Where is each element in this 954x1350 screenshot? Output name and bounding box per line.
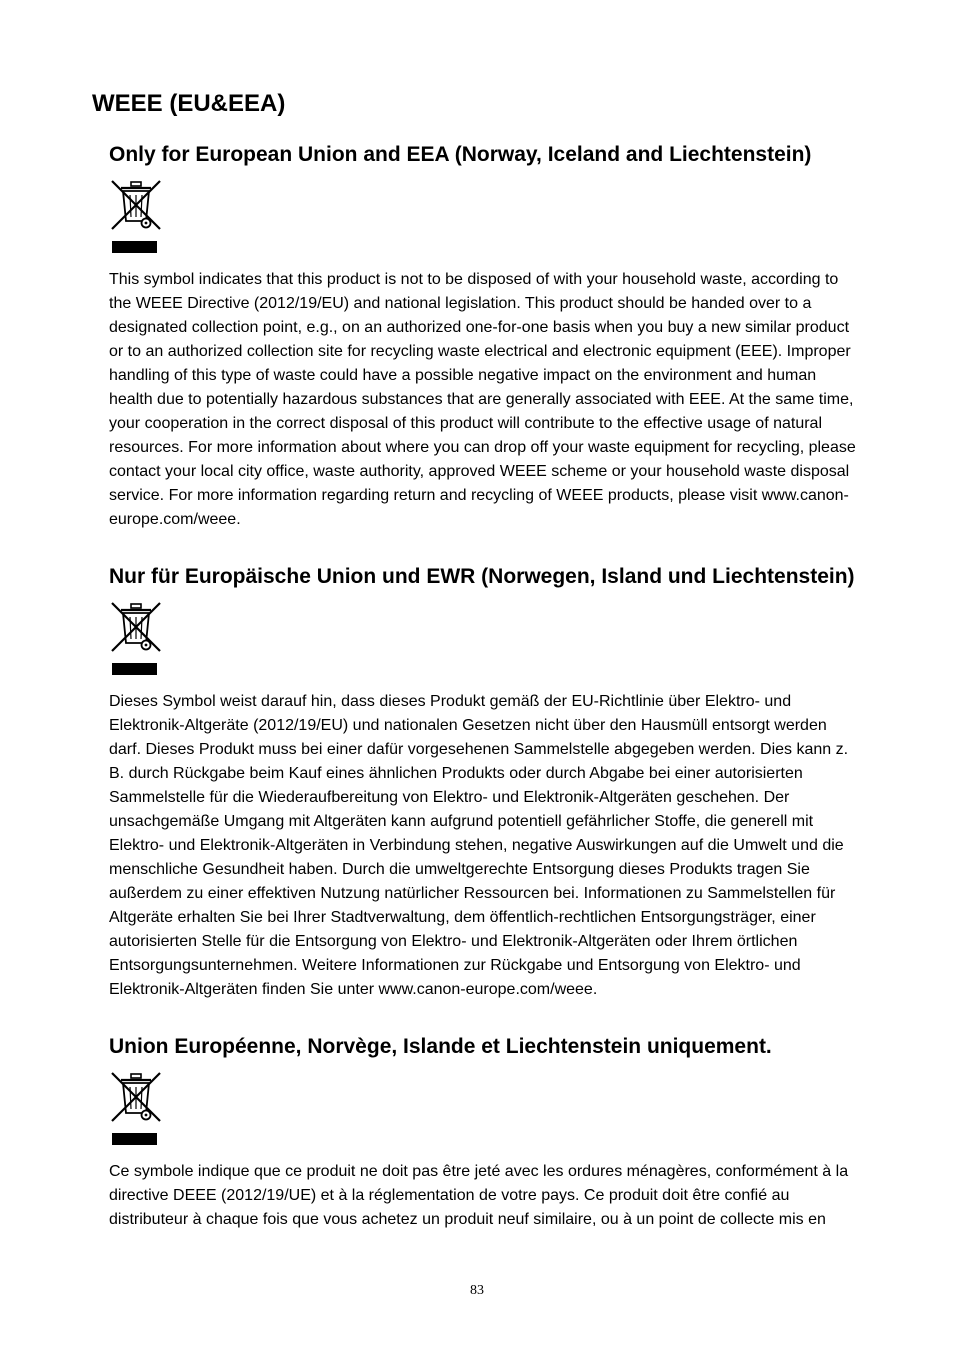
section-english [109, 142, 889, 532]
paragraph-line: B. durch Rückgabe beim Kauf eines ähnlichen Produkts oder durch Abgabe bei einer autorisierten [109, 765, 803, 782]
section-french [109, 1034, 889, 1232]
crossed-out-wheelie-bin-icon [109, 178, 163, 232]
section-paragraph [109, 268, 889, 532]
paragraph-line: Elektronik-Altgeräten finden Sie unter www.canon-europe.com/weee. [109, 981, 598, 998]
paragraph-line: Entsorgungsunternehmen. Weitere Informationen zur Rückgabe und Entsorgung von Elektro- und [109, 957, 801, 974]
paragraph-line: darf. Dieses Produkt muss bei einer dafür vorgesehenen Sammelstelle abgegeben werden. Dies kann z. [109, 741, 849, 758]
paragraph-line: resources. For more information about where you can drop off your waste equipment for recycling, please [109, 439, 856, 456]
paragraph-line: health due to potentially hazardous substances that are generally associated with EEE. At the same time, [109, 391, 854, 408]
paragraph-line: europe.com/weee. [109, 511, 241, 528]
page-title: WEEE (EU&EEA) [92, 90, 286, 117]
paragraph-line: This symbol indicates that this product is not to be disposed of with your household waste, according to [109, 271, 839, 288]
weee-symbol-bar [112, 241, 157, 253]
weee-symbol-bar [112, 1133, 157, 1145]
paragraph-line: handling of this type of waste could have a possible negative impact on the environment and human [109, 367, 817, 384]
weee-symbol-bar [112, 663, 157, 675]
paragraph-line: außerdem zu einer effektiven Nutzung natürlicher Ressourcen bei. Informationen zu Sammelstellen für [109, 885, 836, 902]
paragraph-line: distributeur à chaque fois que vous achetez un produit neuf similaire, ou à un point de collecte mis en [109, 1211, 826, 1228]
section-german [109, 564, 889, 1002]
paragraph-line: menschliche Gesundheit haben. Durch die umweltgerechte Entsorgung dieses Produkts tragen Sie [109, 861, 810, 878]
paragraph-line: Dieses Symbol weist darauf hin, dass dieses Produkt gemäß der EU-Richtlinie über Elektro- und [109, 693, 792, 710]
paragraph-line: or to an authorized collection site for recycling waste electrical and electronic equipment (EEE). Improper [109, 343, 851, 360]
section-heading: Only for European Union and EEA (Norway, Iceland and Liechtenstein) [109, 143, 812, 166]
paragraph-line: Elektronik-Altgeräte (2012/19/EU) und nationalen Gesetzen nicht über den Hausmüll entsorgt werden [109, 717, 827, 734]
paragraph-line: autorisierten Stelle für die Entsorgung von Elektro- und Elektronik-Altgeräten oder Ihrem örtlichen [109, 933, 798, 950]
paragraph-line: Ce symbole indique que ce produit ne doit pas être jeté avec les ordures ménagères, conformément à la [109, 1163, 849, 1180]
section-heading: Union Européenne, Norvège, Islande et Liechtenstein uniquement. [109, 1035, 772, 1058]
paragraph-line: Altgeräte erhalten Sie bei Ihrer Stadtverwaltung, dem öffentlich-rechtlichen Entsorgungsträger, einer [109, 909, 816, 926]
crossed-out-wheelie-bin-icon [109, 600, 163, 654]
paragraph-line: the WEEE Directive (2012/19/EU) and national legislation. This product should be handed over to a [109, 295, 812, 312]
paragraph-line: Sammelstelle für die Wiederaufbereitung von Elektro- und Elektronik-Altgeräten geschehen. Der [109, 789, 790, 806]
paragraph-line: designated collection point, e.g., on an authorized one-for-one basis when you buy a new similar product [109, 319, 850, 336]
paragraph-line: your cooperation in the correct disposal of this product will contribute to the effective usage of natural [109, 415, 822, 432]
paragraph-line: contact your local city office, waste authority, approved WEEE scheme or your household waste disposal [109, 463, 850, 480]
section-paragraph [109, 1160, 889, 1232]
paragraph-line: Elektro- und Elektronik-Altgeräten in Verbindung stehen, negative Auswirkungen auf die Umwelt und die [109, 837, 844, 854]
page-number: 83 [470, 1283, 484, 1298]
paragraph-line: directive DEEE (2012/19/UE) et à la réglementation de votre pays. Ce produit doit être confié au [109, 1187, 790, 1204]
section-paragraph [109, 690, 889, 1002]
paragraph-line: service. For more information regarding return and recycling of WEEE products, please visit www.canon- [109, 487, 849, 504]
crossed-out-wheelie-bin-icon [109, 1070, 163, 1124]
paragraph-line: unsachgemäße Umgang mit Altgeräten kann aufgrund potentiell gefährlicher Stoffe, die generell mit [109, 813, 814, 830]
section-heading: Nur für Europäische Union und EWR (Norwegen, Island und Liechtenstein) [109, 565, 855, 588]
